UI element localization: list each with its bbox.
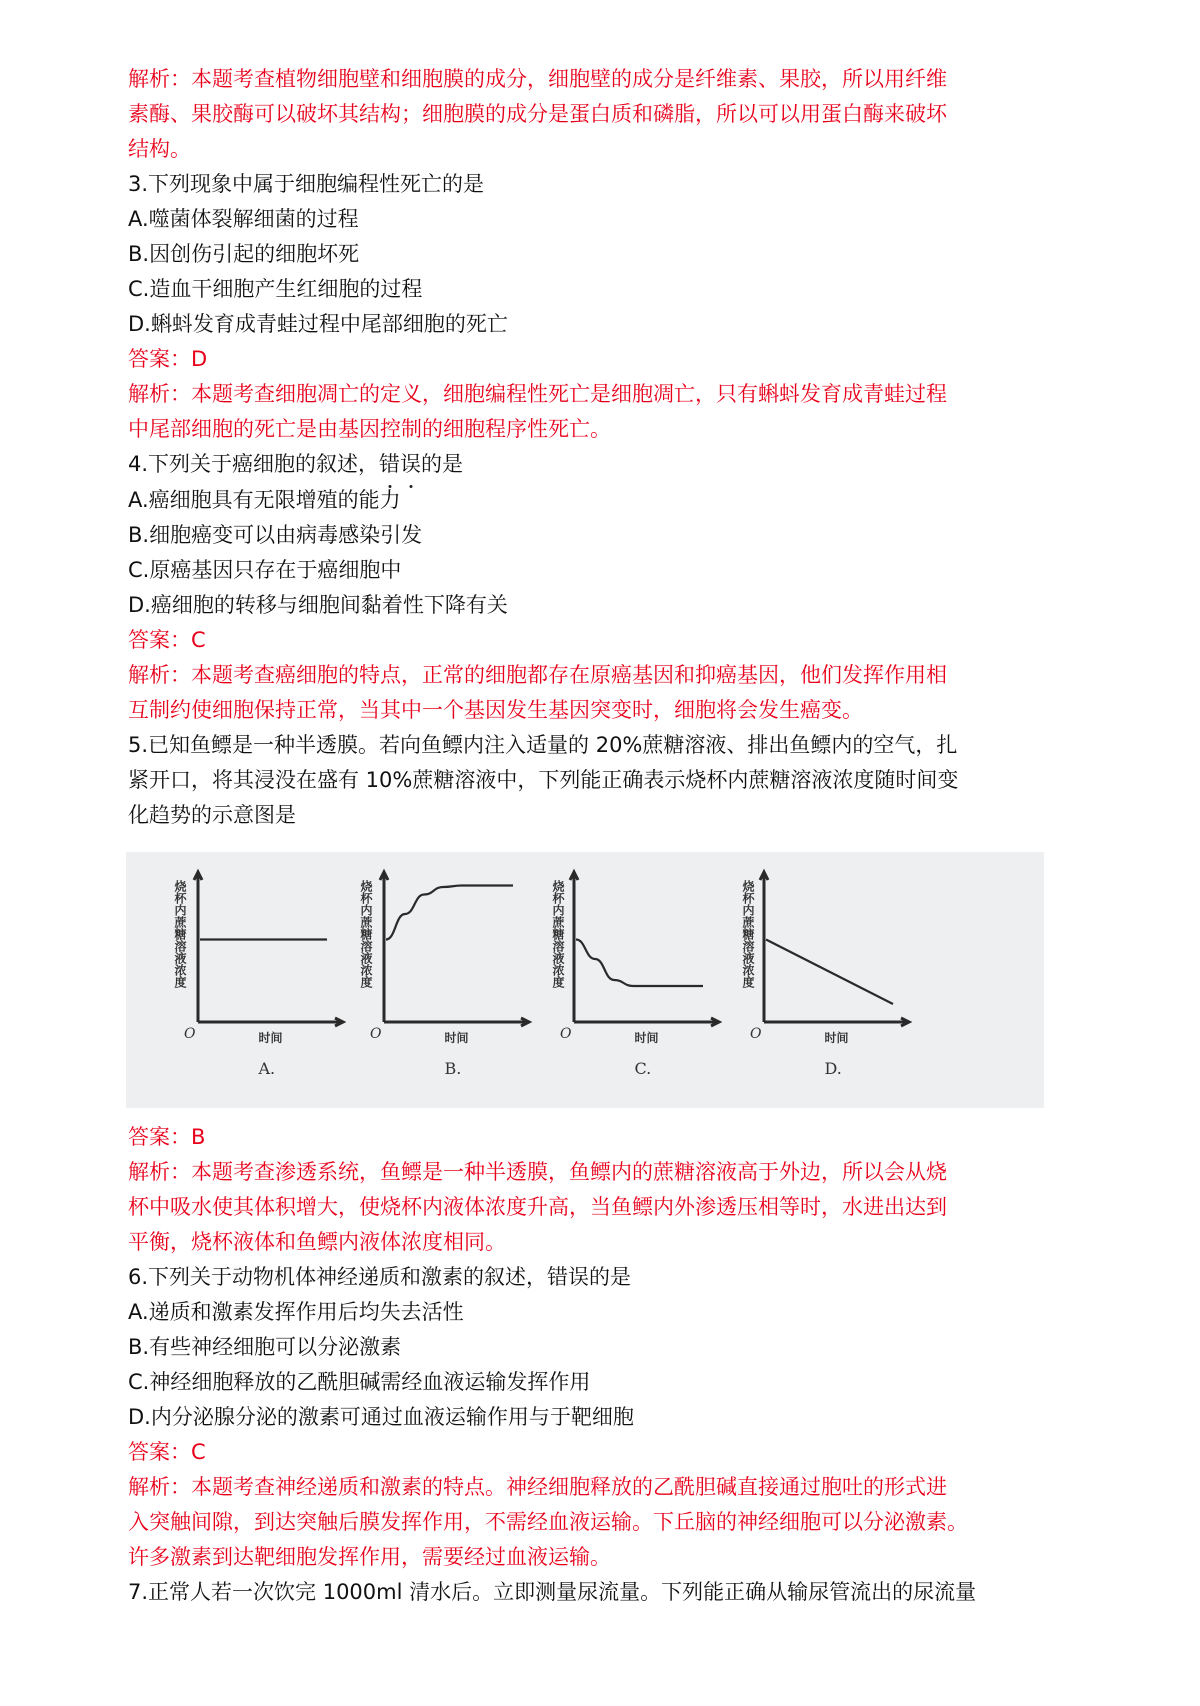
emph-text: 错 <box>379 452 401 476</box>
analysis-line: 入突触间隙，到达突触后膜发挥作用，不需经血液运输。下丘脑的神经细胞可以分泌激素。 <box>128 1510 968 1534</box>
x-axis-label: 时间 <box>258 1031 283 1045</box>
x-axis-label: 时间 <box>824 1031 849 1045</box>
origin-label: O <box>370 1026 382 1042</box>
analysis-line: 中尾部细胞的死亡是由基因控制的细胞程序性死亡。 <box>128 417 611 441</box>
option-c: C.造血干细胞产生红细胞的过程 <box>128 277 423 301</box>
question-7 <box>128 1575 1048 1610</box>
question-stem: 6.下列关于动物机体神经递质和激素的叙述，错误的是 <box>128 1265 632 1289</box>
option-d: D.癌细胞的转移与细胞间黏着性下降有关 <box>128 593 508 617</box>
emphasis-char <box>379 447 400 482</box>
question-stem-line: 5.已知鱼鳔是一种半透膜。若向鱼鳔内注入适量的 20%蔗糖溶液、排出鱼鳔内的空气，扎 <box>128 733 958 757</box>
stem-prefix: 4.下列关于癌细胞的叙述， <box>128 452 380 476</box>
origin-label: O <box>560 1026 572 1042</box>
analysis-line: 许多激素到达靶细胞发挥作用，需要经过血液运输。 <box>128 1545 611 1569</box>
question-stem-line: 化趋势的示意图是 <box>128 803 296 827</box>
analysis-line: 解析：本题考查细胞凋亡的定义，细胞编程性死亡是细胞凋亡，只有蝌蚪发育成青蛙过程 <box>128 382 947 406</box>
option-d: D.蝌蚪发育成青蛙过程中尾部细胞的死亡 <box>128 312 508 336</box>
analysis-line: 解析：本题考查癌细胞的特点，正常的细胞都存在原癌基因和抑癌基因，他们发挥作用相 <box>128 663 947 687</box>
emphasis-char <box>400 447 421 482</box>
analysis-line: 平衡，烧杯液体和鱼鳔内液体浓度相同。 <box>128 1230 506 1254</box>
q2-analysis <box>128 62 1048 167</box>
y-axis-label: 烧杯内蔗糖溶液浓度 <box>173 880 187 988</box>
question-3 <box>128 167 1048 447</box>
analysis-line: 杯中吸水使其体积增大，使烧杯内液体浓度升高，当鱼鳔内外渗透压相等时，水进出达到 <box>128 1195 947 1219</box>
emph-text: 误 <box>400 452 422 476</box>
question-stem <box>128 447 1048 483</box>
origin-label: O <box>750 1026 762 1042</box>
analysis-line: 解析：本题考查渗透系统，鱼鳔是一种半透膜，鱼鳔内的蔗糖溶液高于外边，所以会从烧 <box>128 1160 947 1184</box>
question-4 <box>128 447 1048 728</box>
panel-label: C. <box>634 1059 652 1078</box>
analysis-line: 解析：本题考查植物细胞壁和细胞膜的成分，细胞壁的成分是纤维素、果胶，所以用纤维 <box>128 67 947 91</box>
question-stem: 7.正常人若一次饮完 1000ml 清水后。立即测量尿流量。下列能正确从输尿管流出的尿流量 <box>128 1580 977 1604</box>
option-a: A.递质和激素发挥作用后均失去活性 <box>128 1300 464 1324</box>
question-stem-line: 紧开口，将其浸没在盛有 10%蔗糖溶液中，下列能正确表示烧杯内蔗糖溶液浓度随时间变 <box>128 768 959 792</box>
panel-label: B. <box>444 1059 462 1078</box>
option-a: A.癌细胞具有无限增殖的能力 <box>128 488 401 512</box>
question-5 <box>128 728 1048 833</box>
document-page <box>128 62 1048 833</box>
panel-label: D. <box>824 1059 842 1078</box>
question-6 <box>128 1260 1048 1575</box>
emphasis-dot <box>388 485 391 488</box>
series-line <box>576 940 703 987</box>
analysis-line: 结构。 <box>128 137 191 161</box>
question-stem: 3.下列现象中属于细胞编程性死亡的是 <box>128 172 485 196</box>
option-c: C.神经细胞释放的乙酰胆碱需经血液运输发挥作用 <box>128 1370 591 1394</box>
origin-label: O <box>184 1026 196 1042</box>
emphasis-dot <box>409 485 412 488</box>
panel-label: A. <box>258 1059 276 1078</box>
x-axis-label: 时间 <box>444 1031 469 1045</box>
answer: 答案：B <box>128 1125 206 1149</box>
analysis-line: 素酶、果胶酶可以破坏其结构；细胞膜的成分是蛋白质和磷脂，所以可以用蛋白酶来破坏 <box>128 102 947 126</box>
analysis-line: 解析：本题考查神经递质和激素的特点。神经细胞释放的乙酰胆碱直接通过胞吐的形式进 <box>128 1475 947 1499</box>
analysis-line: 互制约使细胞保持正常，当其中一个基因发生基因突变时，细胞将会发生癌变。 <box>128 698 863 722</box>
y-axis-label: 烧杯内蔗糖溶液浓度 <box>359 880 373 988</box>
series-line <box>766 940 893 1005</box>
document-page-lower <box>128 1120 1048 1610</box>
series-line <box>386 886 513 940</box>
answer: 答案：D <box>128 347 208 371</box>
option-d: D.内分泌腺分泌的激素可通过血液运输作用与于靶细胞 <box>128 1405 634 1429</box>
answer: 答案：C <box>128 1440 206 1464</box>
y-axis-label: 烧杯内蔗糖溶液浓度 <box>741 880 755 988</box>
stem-suffix: 的是 <box>421 452 464 476</box>
q5-figure <box>126 852 1044 1108</box>
option-c: C.原癌基因只存在于癌细胞中 <box>128 558 402 582</box>
option-b: B.有些神经细胞可以分泌激素 <box>128 1335 402 1359</box>
option-b: B.因创伤引起的细胞坏死 <box>128 242 360 266</box>
y-axis-label: 烧杯内蔗糖溶液浓度 <box>551 880 565 988</box>
x-axis-label: 时间 <box>634 1031 659 1045</box>
option-b: B.细胞癌变可以由病毒感染引发 <box>128 523 423 547</box>
q5-charts <box>126 852 1044 1108</box>
option-a: A.噬菌体裂解细菌的过程 <box>128 207 359 231</box>
answer: 答案：C <box>128 628 206 652</box>
